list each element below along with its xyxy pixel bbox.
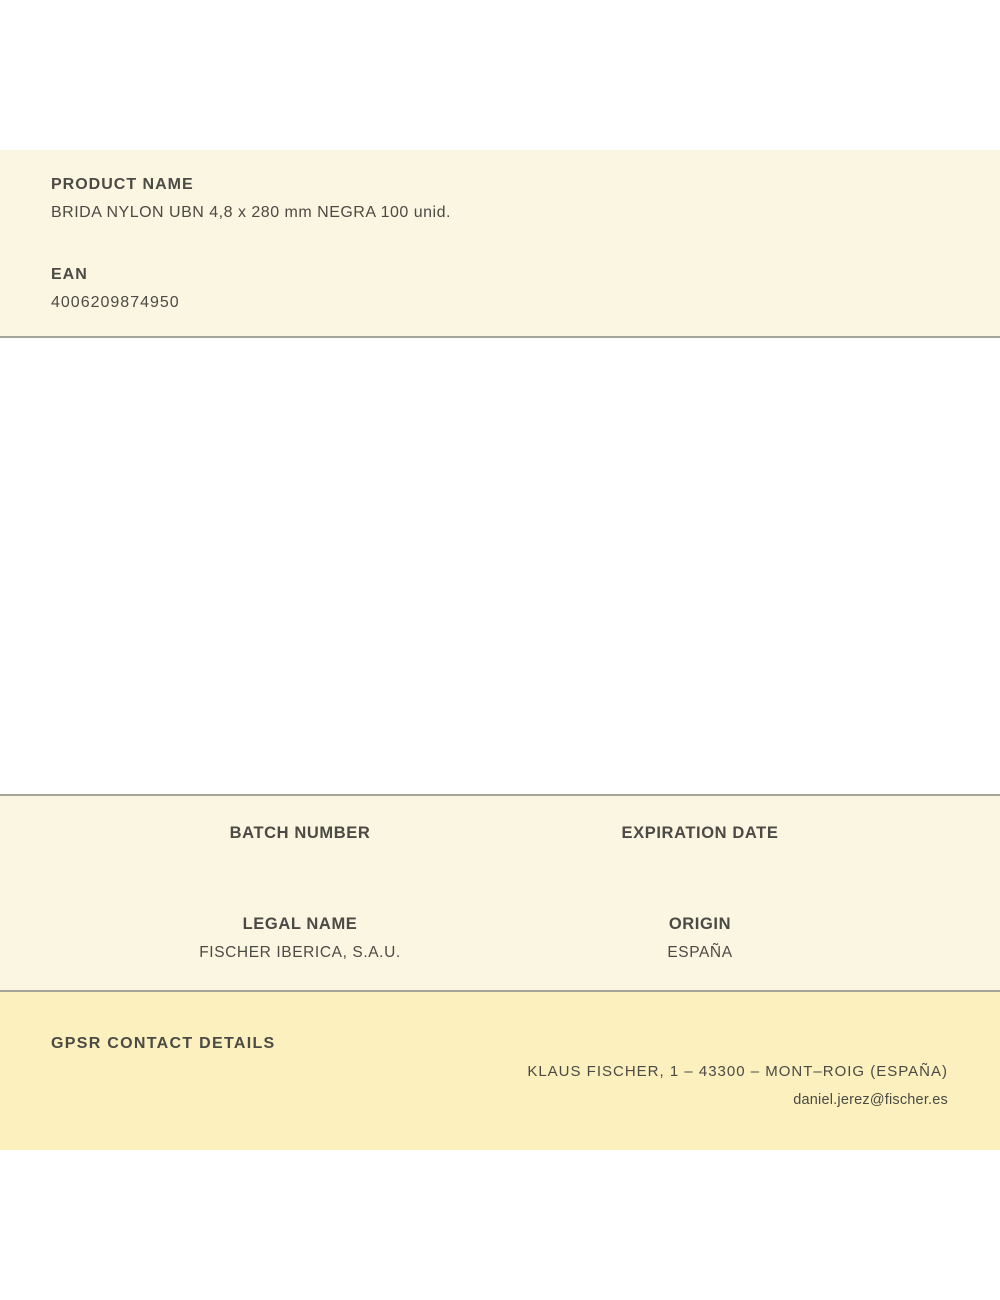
product-info-section	[0, 150, 1000, 338]
gpsr-contact-email: daniel.jerez@fischer.es	[793, 1092, 948, 1108]
expiration-date-label: EXPIRATION DATE	[621, 824, 779, 842]
origin-value: ESPAÑA	[667, 944, 733, 961]
gpsr-contact-address: KLAUS FISCHER, 1 – 43300 – MONT–ROIG (ESPAÑA)	[527, 1063, 948, 1080]
ean-label: EAN	[51, 266, 88, 283]
ean-value: 4006209874950	[51, 294, 180, 311]
legal-name-value: FISCHER IBERICA, S.A.U.	[199, 944, 401, 961]
product-name-label: PRODUCT NAME	[51, 176, 194, 193]
batch-legal-column	[100, 824, 500, 990]
gpsr-contact-section	[0, 992, 1000, 1150]
gpsr-contact-heading: GPSR CONTACT DETAILS	[51, 1035, 276, 1052]
product-name-field	[51, 175, 948, 222]
batch-legal-section	[0, 794, 1000, 992]
batch-number-label: BATCH NUMBER	[229, 824, 371, 842]
expiration-origin-column	[500, 824, 900, 990]
origin-label: ORIGIN	[668, 915, 732, 933]
ean-field	[51, 265, 948, 312]
product-name-value: BRIDA NYLON UBN 4,8 x 280 mm NEGRA 100 unid.	[51, 204, 451, 221]
legal-name-label: LEGAL NAME	[242, 915, 358, 933]
